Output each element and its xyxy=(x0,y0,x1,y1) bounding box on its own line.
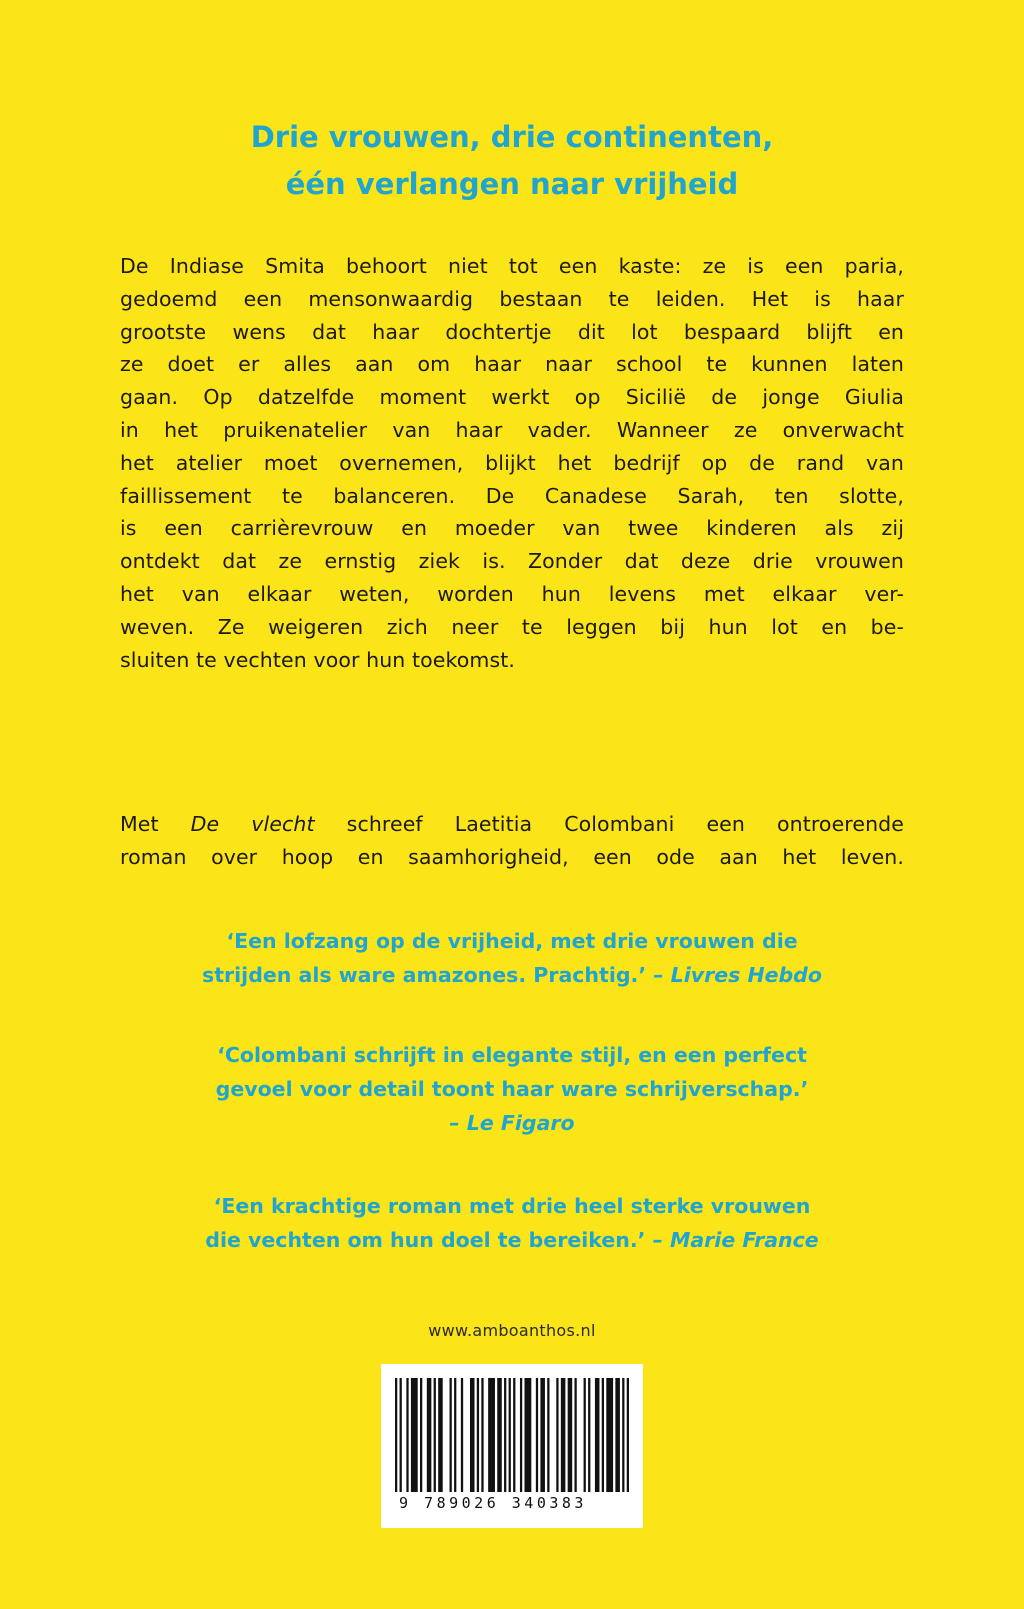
review-quote xyxy=(0,1038,1024,1140)
summary-line: ze doet er alles aan om haar naar school te kunnen laten xyxy=(120,352,904,377)
barcode-bar xyxy=(477,1378,479,1492)
summary-line: gedoemd een mensonwaardig bestaan te leiden. Het is haar xyxy=(120,286,904,311)
quote-line: die vechten om hun doel te bereiken.’ xyxy=(205,1228,646,1252)
barcode-bar xyxy=(420,1378,422,1492)
closing-rest: schreef Laetitia Colombani een ontroerende xyxy=(314,812,904,836)
quote-line: ‘Colombani schrijft in elegante stijl, en een perfect xyxy=(217,1043,807,1067)
summary-line: gaan. Op datzelfde moment werkt op Sicilië de jonge Giulia xyxy=(120,385,904,410)
quote-line-with-source xyxy=(0,958,1024,992)
review-quote xyxy=(0,1189,1024,1257)
summary-line: sluiten te vechten voor hun toekomst. xyxy=(120,647,515,672)
barcode-bar xyxy=(461,1378,463,1492)
quote-line: ‘Een lofzang op de vrijheid, met drie vrouwen die xyxy=(226,929,798,953)
closing-prefix: Met xyxy=(120,812,191,836)
quote-line: strijden als ware amazones. Prachtig.’ xyxy=(202,963,647,987)
barcode xyxy=(381,1364,643,1528)
barcode-bar xyxy=(525,1378,532,1492)
headline xyxy=(0,114,1024,208)
barcode-bar xyxy=(602,1378,604,1492)
summary-line: het atelier moet overnemen, blijkt het bedrijf op de rand van xyxy=(120,450,904,475)
barcode-bars xyxy=(395,1378,629,1492)
isbn-number: 9 789026 340383 xyxy=(399,1494,587,1512)
barcode-bar xyxy=(497,1378,502,1492)
barcode-bar xyxy=(606,1378,613,1492)
summary-line: faillissement te balanceren. De Canadese Sarah, ten slotte, xyxy=(120,483,904,508)
barcode-bar xyxy=(584,1378,586,1492)
book-title: De vlecht xyxy=(190,812,315,836)
summary-line: ontdekt dat ze ernstig ziek is. Zonder dat deze drie vrouwen xyxy=(120,549,904,574)
closing-line-2: roman over hoop en saamhorigheid, een ode aan het leven. xyxy=(120,844,904,869)
barcode-bar xyxy=(509,1378,511,1492)
closing-paragraph xyxy=(120,808,904,874)
summary-line: is een carrièrevrouw en moeder van twee kinderen als zij xyxy=(120,516,904,541)
barcode-bar xyxy=(513,1378,515,1492)
barcode-bar xyxy=(470,1378,475,1492)
headline-line-1: Drie vrouwen, drie continenten, xyxy=(250,120,774,154)
barcode-bar xyxy=(504,1378,506,1492)
summary-line: weven. Ze weigeren zich neer te leggen bij hun lot en be- xyxy=(120,614,904,639)
barcode-bar xyxy=(395,1378,397,1492)
quote-line: gevoel voor detail toont haar ware schrijverschap.’ xyxy=(215,1077,809,1101)
barcode-bar xyxy=(411,1378,418,1492)
barcode-bar xyxy=(481,1378,483,1492)
quote-source: – Marie France xyxy=(652,1228,819,1252)
barcode-bar xyxy=(434,1378,436,1492)
barcode-bar xyxy=(595,1378,600,1492)
barcode-bar xyxy=(574,1378,576,1492)
barcode-bar xyxy=(450,1378,452,1492)
summary-line: in het pruikenatelier van haar vader. Wanneer ze onverwacht xyxy=(120,417,904,442)
barcode-bar xyxy=(615,1378,620,1492)
quote-line-with-source xyxy=(0,1223,1024,1257)
barcode-bar xyxy=(588,1378,590,1492)
barcode-bar xyxy=(622,1378,624,1492)
publisher-website[interactable]: www.amboanthos.nl xyxy=(428,1321,596,1340)
closing-line-1 xyxy=(120,808,904,841)
barcode-bar xyxy=(547,1378,549,1492)
barcode-bar xyxy=(406,1378,408,1492)
quote-source: – Le Figaro xyxy=(449,1111,575,1135)
barcode-bar xyxy=(454,1378,456,1492)
barcode-bar xyxy=(438,1378,443,1492)
headline-line-2: één verlangen naar vrijheid xyxy=(285,167,739,201)
barcode-bar xyxy=(561,1378,566,1492)
quote-source: – Livres Hebdo xyxy=(653,963,822,987)
barcode-bar xyxy=(568,1378,573,1492)
barcode-bar xyxy=(540,1378,545,1492)
review-quote xyxy=(0,924,1024,992)
summary-line: grootste wens dat haar dochtertje dit lot bespaard blijft en xyxy=(120,319,904,344)
barcode-bar xyxy=(488,1378,495,1492)
barcode-bar xyxy=(520,1378,522,1492)
summary-paragraph xyxy=(120,250,904,676)
barcode-bar xyxy=(627,1378,629,1492)
barcode-bar xyxy=(536,1378,538,1492)
barcode-bar xyxy=(427,1378,432,1492)
summary-line: De Indiase Smita behoort niet tot een kaste: ze is een paria, xyxy=(120,254,904,278)
quote-line: ‘Een krachtige roman met drie heel sterke vrouwen xyxy=(213,1194,811,1218)
summary-line: het van elkaar weten, worden hun levens met elkaar ver- xyxy=(120,581,904,606)
barcode-bar xyxy=(556,1378,558,1492)
barcode-bar xyxy=(400,1378,402,1492)
